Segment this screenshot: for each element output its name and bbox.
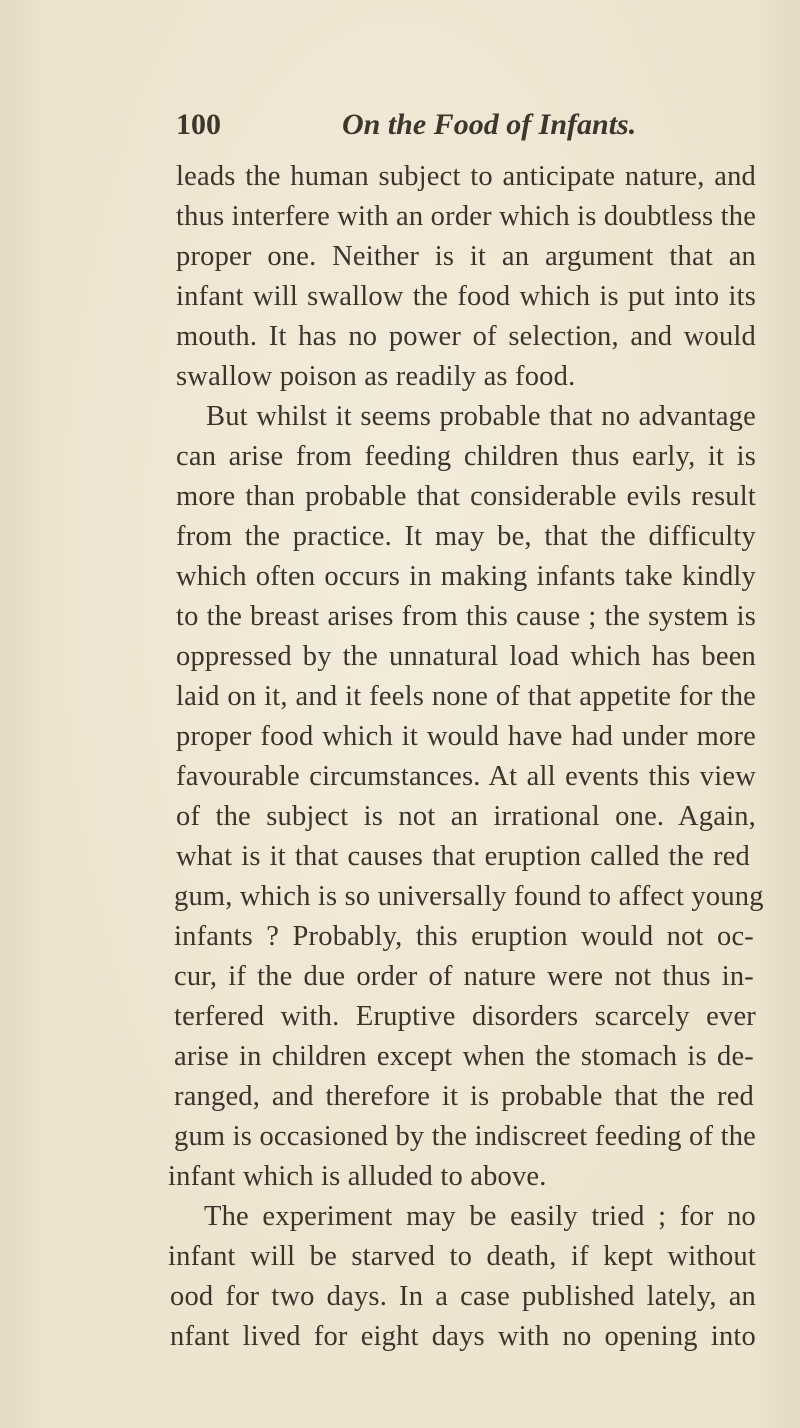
text-line: The experiment may be easily tried ; for no <box>204 1201 756 1232</box>
text-line: gum, which is so universally found to affect young <box>174 881 764 912</box>
text-line: leads the human subject to anticipate nature, and <box>176 161 756 192</box>
text-line: which often occurs in making infants take kindly <box>176 561 756 592</box>
text-line: what is it that causes that eruption called the red <box>176 841 750 872</box>
text-line: proper one. Neither is it an argument that an <box>176 241 756 272</box>
page-number: 100 <box>176 108 221 141</box>
text-line: swallow poison as readily as food. <box>176 361 576 392</box>
text-line: infant will swallow the food which is put into its <box>176 281 756 312</box>
text-line: from the practice. It may be, that the difficulty <box>176 521 756 552</box>
text-line: to the breast arises from this cause ; the system is <box>176 601 756 632</box>
text-line: thus interfere with an order which is doubtless the <box>176 201 757 232</box>
text-line: proper food which it would have had under more <box>176 721 756 752</box>
text-line: infant which is alluded to above. <box>168 1161 547 1192</box>
text-line: of the subject is not an irrational one. Again, <box>176 801 756 832</box>
text-line: nfant lived for eight days with no opening into <box>170 1321 756 1352</box>
text-line: gum is occasioned by the indiscreet feeding of the <box>174 1121 756 1152</box>
text-line: terfered with. Eruptive disorders scarcely ever <box>174 1001 756 1032</box>
text-line: infant will be starved to death, if kept without <box>168 1241 756 1272</box>
text-line: ranged, and therefore it is probable that the red <box>174 1081 754 1112</box>
text-line: more than probable that considerable evils result <box>176 481 756 512</box>
text-line: favourable circumstances. At all events this view <box>176 761 756 792</box>
text-line: infants ? Probably, this eruption would not oc- <box>174 921 754 952</box>
text-line: oppressed by the unnatural load which has been <box>176 641 756 672</box>
text-line: can arise from feeding children thus early, it is <box>176 441 756 472</box>
text-line: But whilst it seems probable that no advantage <box>206 401 756 432</box>
text-line: cur, if the due order of nature were not thus in- <box>174 961 754 992</box>
running-head <box>176 108 756 152</box>
text-line: mouth. It has no power of selection, and would <box>176 321 756 352</box>
running-title: On the Food of Infants. <box>342 108 637 141</box>
text-line: ood for two days. In a case published lately, an <box>170 1281 756 1312</box>
text-line: arise in children except when the stomach is de- <box>174 1041 754 1072</box>
text-line: laid on it, and it feels none of that appetite for the <box>176 681 756 712</box>
